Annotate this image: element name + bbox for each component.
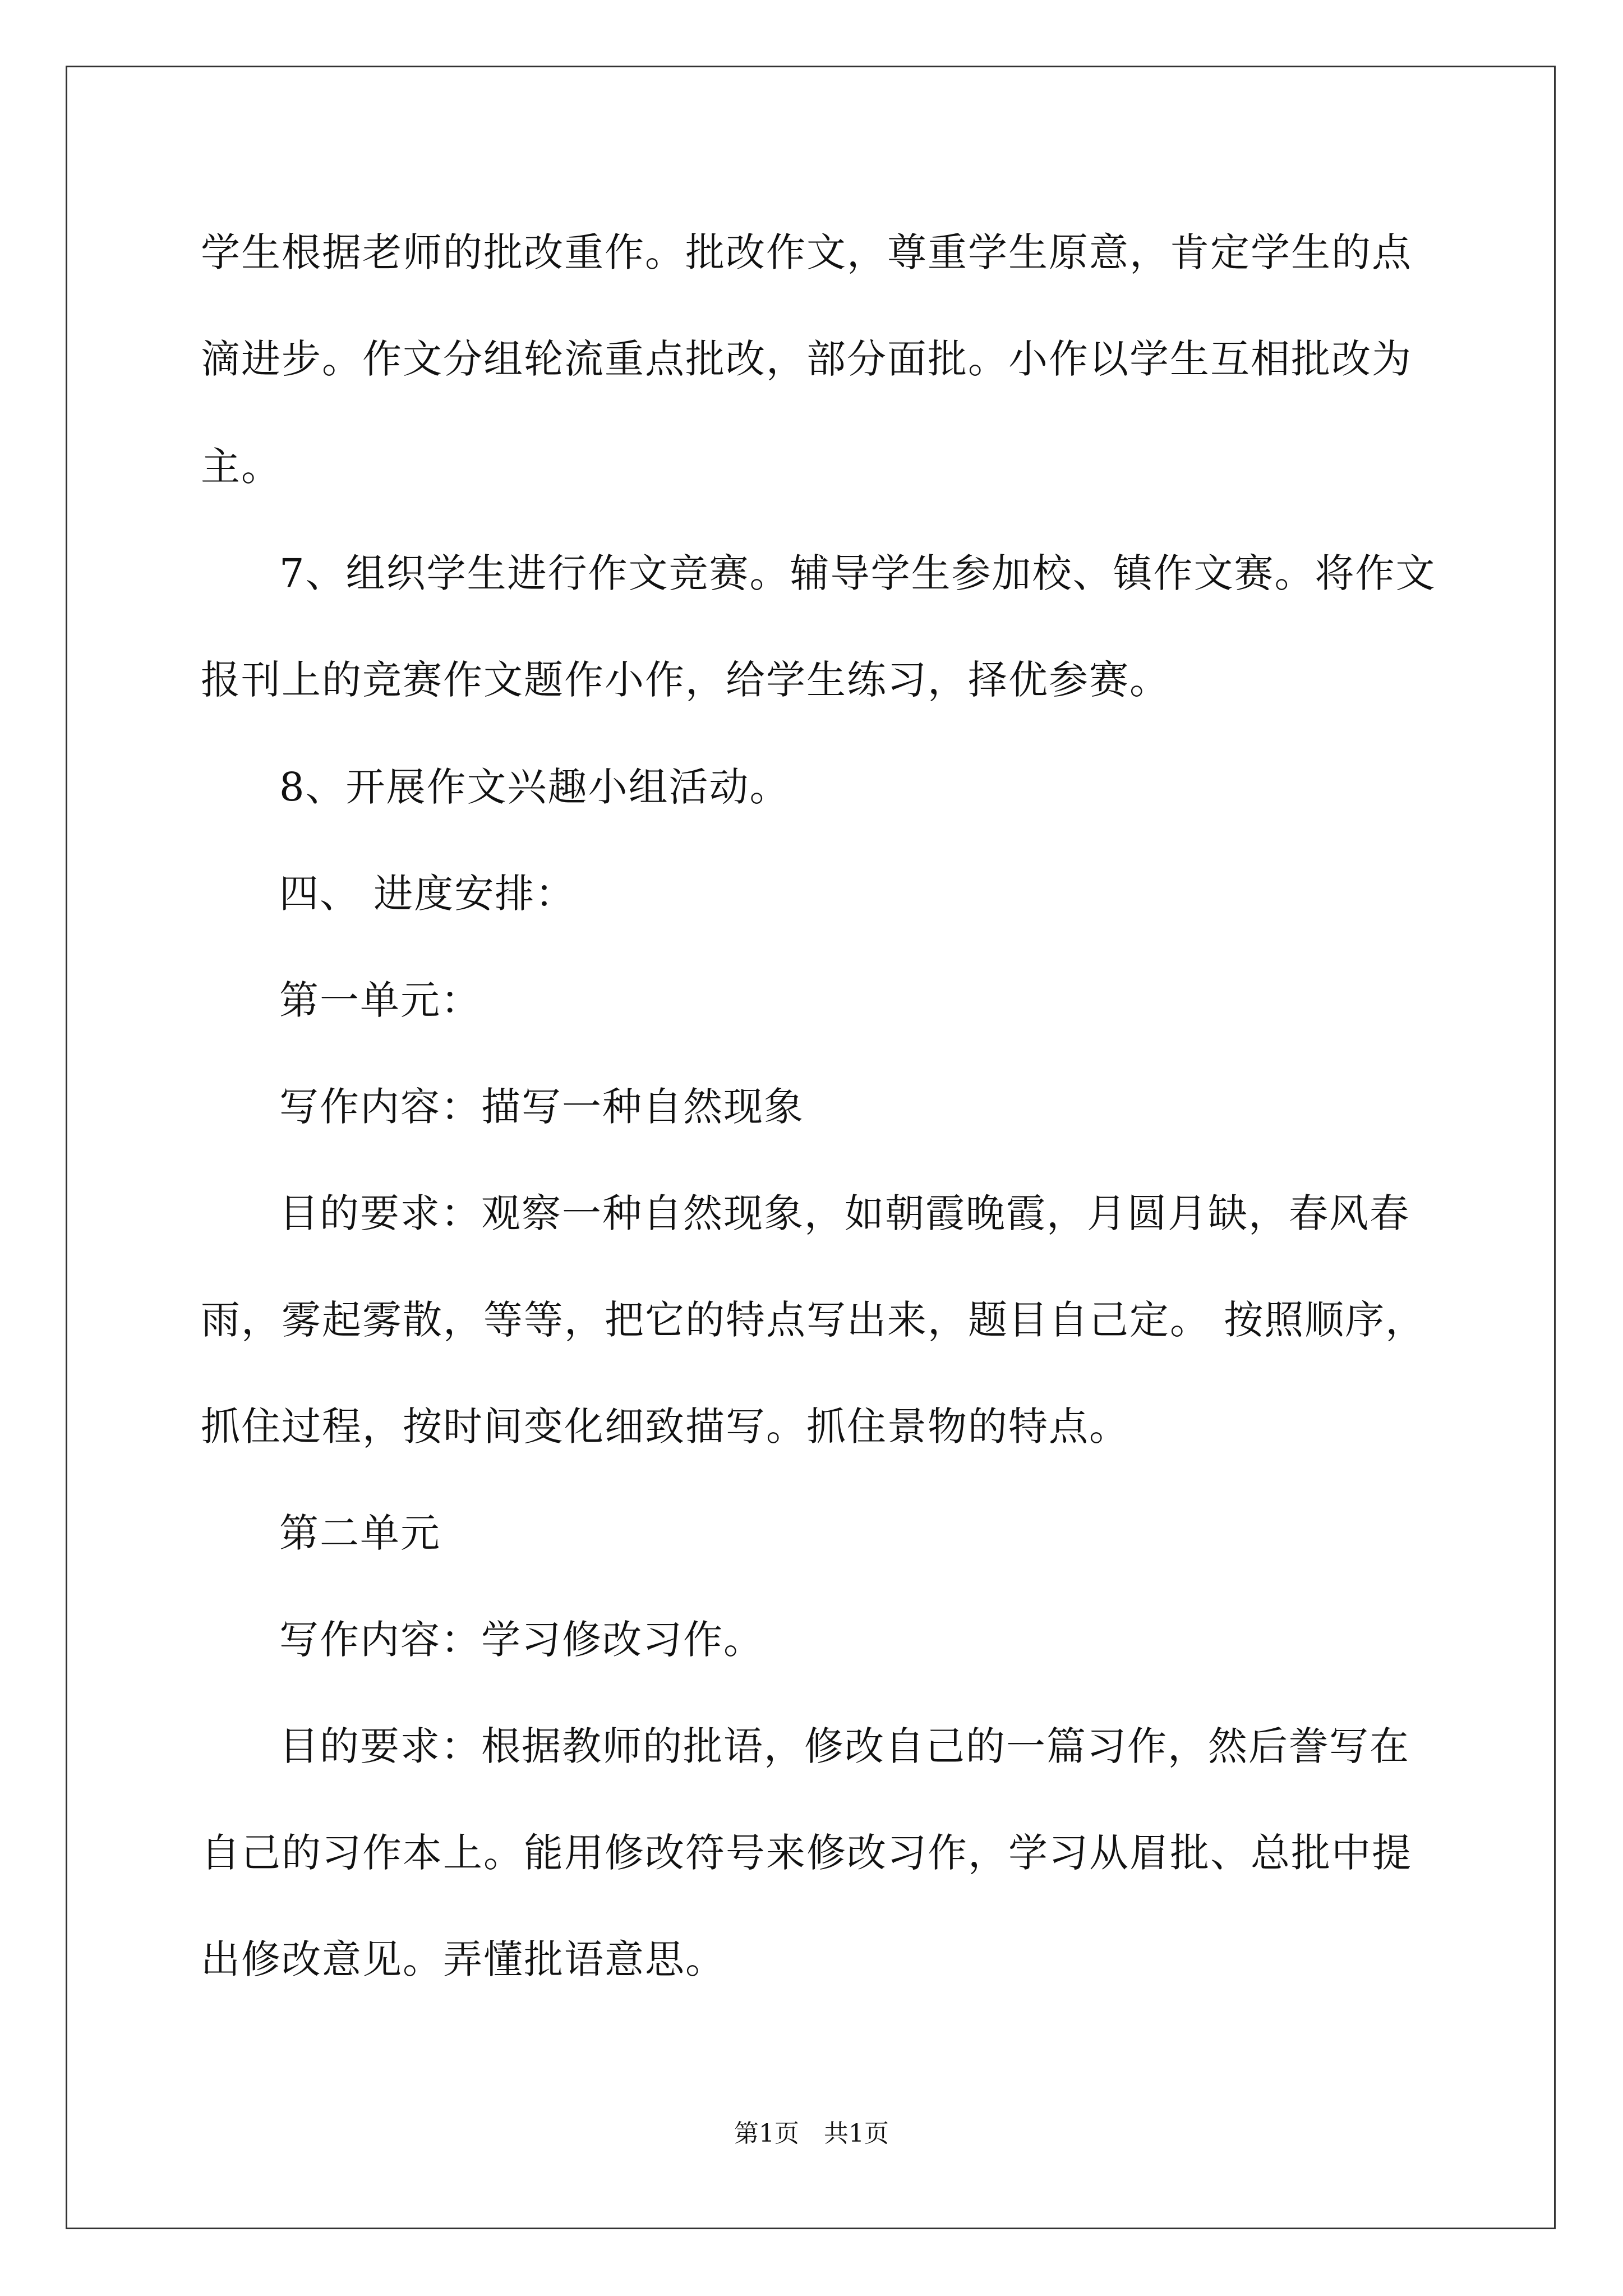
- text-line-16: 自己的习作本上。能用修改符号来修改习作，学习从眉批、总批中提: [201, 1830, 1412, 1876]
- text-line-11: 雨，雾起雾散，等等，把它的特点写出来，题目自己定。 按照顺序，: [201, 1297, 1426, 1343]
- text-line-6: 8、开展作文兴趣小组活动。: [279, 764, 790, 810]
- unit-1-heading: 第一单元：: [279, 977, 481, 1023]
- text-line-10: 目的要求：观察一种自然现象，如朝霞晚霞，月圆月缺，春风春: [279, 1190, 1410, 1236]
- text-line-4: 7、组织学生进行作文竞赛。辅导学生参加校、镇作文赛。将作文: [279, 550, 1436, 596]
- text-line-5: 报刊上的竞赛作文题作小作，给学生练习，择优参赛。: [201, 657, 1170, 703]
- text-line-1: 学生根据老师的批改重作。批改作文，尊重学生原意，肯定学生的点: [201, 229, 1412, 275]
- unit-2-heading: 第二单元: [279, 1510, 441, 1556]
- text-line-15: 目的要求：根据教师的批语，修改自己的一篇习作，然后誊写在: [279, 1723, 1410, 1769]
- text-line-2: 滴进步。作文分组轮流重点批改，部分面批。小作以学生互相批改为: [201, 336, 1412, 382]
- text-line-14: 写作内容：学习修改习作。: [279, 1617, 764, 1663]
- page-border: [66, 66, 1556, 2229]
- text-line-12: 抓住过程，按时间变化细致描写。抓住景物的特点。: [201, 1404, 1129, 1450]
- text-line-3: 主。: [201, 444, 282, 490]
- section-heading: 四、 进度安排：: [279, 871, 576, 917]
- text-line-17: 出修改意见。弄懂批语意思。: [201, 1936, 726, 1982]
- page-footer: 第1页 共1页: [734, 2119, 889, 2148]
- text-line-9: 写作内容：描写一种自然现象: [279, 1084, 804, 1130]
